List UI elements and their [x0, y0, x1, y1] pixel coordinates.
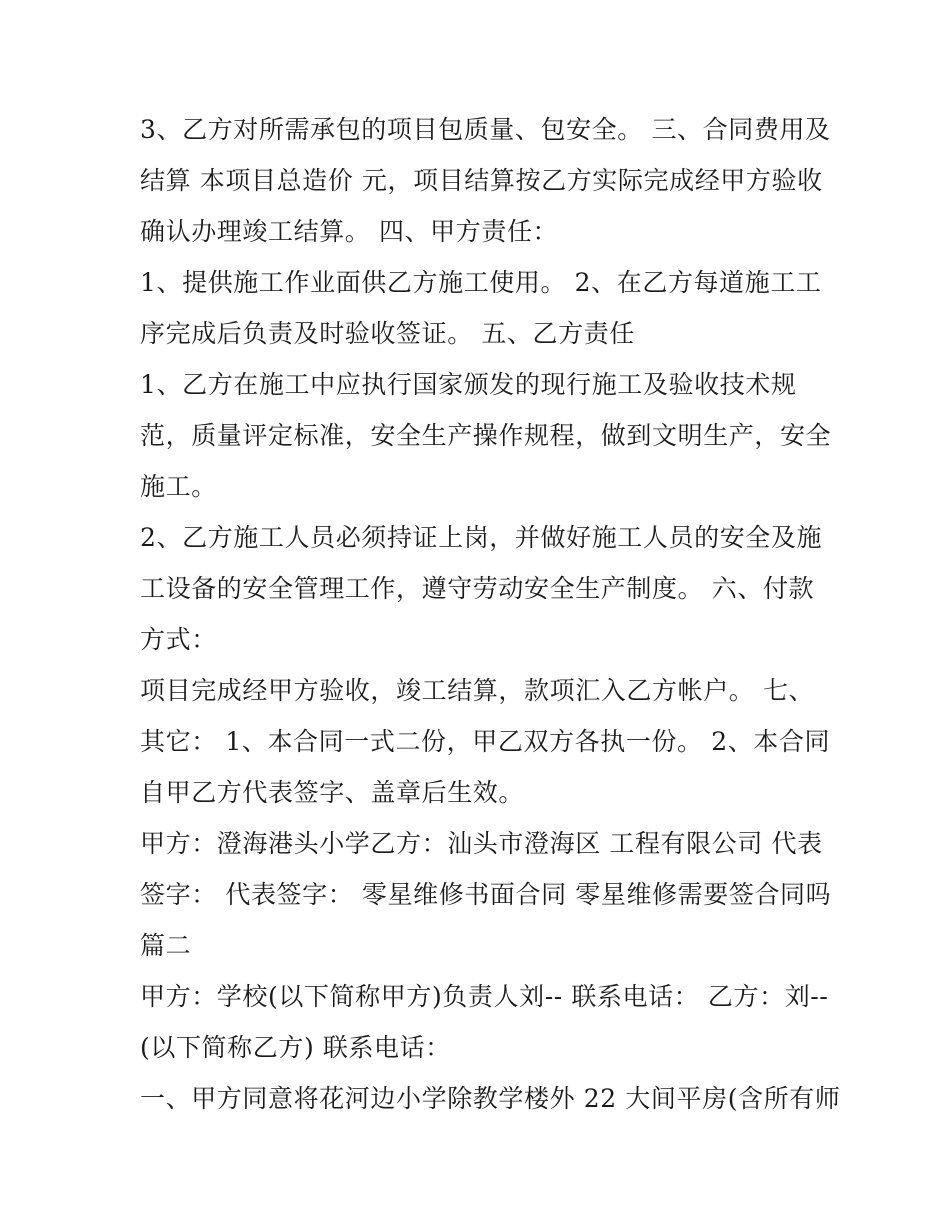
text-line: 施工。 [140, 472, 217, 501]
text-line: 1、乙方在施工中应执行国家颁发的现行施工及验收技术规 [140, 370, 797, 399]
text-line: 确认办理竣工结算。 四、甲方责任： [140, 217, 559, 246]
text-line: 项目完成经甲方验收，竣工结算，款项汇入乙方帐户。 七、 [140, 676, 815, 705]
text-line: (以下简称乙方) 联系电话： [140, 1033, 451, 1062]
text-line: 3、乙方对所需承包的项目包质量、包安全。 三、合同费用及 [140, 115, 831, 144]
text-line: 范，质量评定标准，安全生产操作规程，做到文明生产，安全 [140, 421, 832, 450]
contract-text-body [140, 104, 841, 1124]
text-line: 工设备的安全管理工作，遵守劳动安全生产制度。 六、付款 [140, 574, 815, 603]
text-line: 结算 本项目总造价 元，项目结算按乙方实际完成经甲方验收 [140, 166, 823, 195]
text-line: 其它： 1、本合同一式二份，甲乙双方各执一份。 2、本合同 [140, 727, 831, 756]
text-line: 自甲乙方代表签字、盖章后生效。 [140, 778, 525, 807]
text-line: 篇二 [140, 931, 192, 960]
text-line: 1、提供施工作业面供乙方施工使用。 2、在乙方每道施工工 [140, 268, 822, 297]
text-line: 序完成后负责及时验收签证。 五、乙方责任 [140, 319, 635, 348]
text-line: 甲方：学校(以下简称甲方)负责人刘-- 联系电话： 乙方：刘-- [140, 982, 829, 1011]
text-line: 2、乙方施工人员必须持证上岗，并做好施工人员的安全及施 [140, 523, 823, 552]
text-line: 甲方：澄海港头小学乙方：汕头市澄海区 工程有限公司 代表 [140, 829, 823, 858]
text-line: 方式： [140, 625, 217, 654]
text-line: 一、甲方同意将花河边小学除教学楼外 22 大间平房(含所有师 [140, 1084, 841, 1113]
text-line: 签字： 代表签字： 零星维修书面合同 零星维修需要签合同吗 [140, 880, 832, 909]
